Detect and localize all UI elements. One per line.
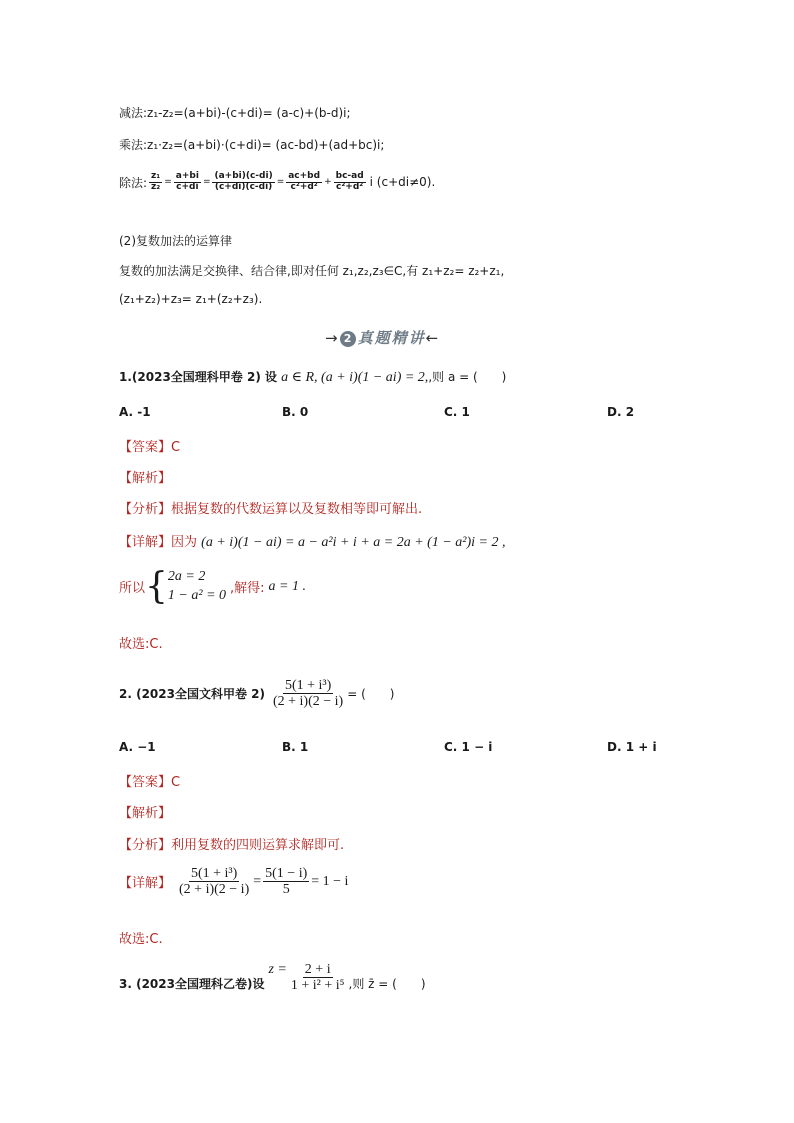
division-frac-5: $\frac{bc-ad}{\text{c²+d²}}$ [335,171,364,192]
section-heading: (2)复数加法的运算律 [119,234,232,248]
banner-arrow-left-icon: ← [425,329,439,347]
q1-choose: 故选:C. [119,637,163,652]
q2-option-b: B. 1 [282,740,309,754]
q1-answer: 【答案】C [119,440,181,455]
q2-option-d: D. 1 + i [607,740,657,754]
division-frac-2: $\frac{a+bi}{c+di}$ [175,171,199,192]
q1-option-d: D. 2 [607,405,635,419]
division-frac-3: $\frac{(a+bi)(c-di)}{(c+di)(c-di)}$ [214,171,273,192]
q1-option-c: C. 1 [444,405,470,419]
q2-analysis: 【解析】 [119,806,172,821]
q1-fenxi: 【分析】根据复数的代数运算以及复数相等即可解出. [119,502,423,517]
section-line-1: 复数的加法满足交换律、结合律,即对任何 z₁,z₂,z₃∈C,有 z₁+z₂= z₂+z₁, [119,264,505,278]
subtraction-formula: 减法:z₁-z₂=(a+bi)-(c+di)= (a-c)+(b-d)i; [119,106,351,120]
q2-stem-fraction: $\frac{\text{5(1 + i³)}}{(2 + i)(2 - i)}$ [272,678,344,710]
q3-stem-fraction: $\frac{2 + i}{\text{1 + i² + i⁵}}$ [290,962,345,994]
q2-stem: 2. (2023全国文科甲卷 2) $\frac{\text{5(1 + i³)}}{(2 + i)(2 - i)}$ = ( ) [119,678,395,710]
division-label: 除法: [119,175,148,190]
q2-choose: 故选:C. [119,932,163,947]
left-brace-icon: { [145,565,168,607]
q2-detail-fraction-1: $\frac{\text{5(1 + i³)}}{(2 + i)(2 - i)}$ [179,866,250,898]
q2-option-a: A. −1 [119,740,156,754]
q2-option-c: C. 1 − i [444,740,493,754]
division-frac-4: $\frac{ac+bd}{\text{c²+d²}}$ [288,171,321,192]
q1-stem: 1.(2023全国理科甲卷 2) 设 a ∈ R, (a + i)(1 − ai) = 2,,则 a = ( ) [119,370,507,385]
q2-answer: 【答案】C [119,775,181,790]
banner-arrow-right-icon: → [325,329,338,347]
section-banner [325,327,438,348]
division-frac-1: $\frac{\text{z₁}}{\text{z₂}}$ [151,171,161,192]
q1-option-b: B. 0 [282,405,309,419]
division-formula: 除法: $\frac{\text{z₁}}{\text{z₂}}$ = $\frac{a+bi}{c+di}$ = $\frac{(a+bi)(c-di)}{(c+di)(c-di)}$ = $\frac{ac+bd}{\text{c²+d²}}$ + $\frac{bc-ad}{\text{c²+d²}}$ i (c+di≠0). [119,171,436,192]
division-tail: i (c+di≠0). [369,175,436,190]
q2-fenxi: 【分析】利用复数的四则运算求解即可. [119,838,345,853]
q2-detail-fraction-2: $\frac{5(1 - i)}{5}$ [265,866,308,898]
banner-number-badge: 2 [340,331,356,347]
q1-option-a: A. -1 [119,405,151,419]
multiplication-formula: 乘法:z₁·z₂=(a+bi)·(c+di)= (ac-bd)+(ad+bc)i; [119,138,385,152]
q1-detail: 【详解】因为 (a + i)(1 − ai) = a − a²i + i + a = 2a + (1 − a²)i = 2 , [119,535,506,550]
q1-system: 所以 { 2a = 2 1 − a² = 0 ,解得: a = 1 . [119,565,306,607]
section-line-2: (z₁+z₂)+z₃= z₁+(z₂+z₃). [119,292,263,306]
q1-analysis: 【解析】 [119,471,172,486]
banner-title: 真题精讲 [357,329,426,347]
q3-stem: 3. (2023全国理科乙卷)设 z = $\frac{2 + i}{\text{1 + i² + i⁵}}$ ,则 z̄ = ( ) [119,962,426,994]
q2-detail: 【详解】 $\frac{\text{5(1 + i³)}}{(2 + i)(2 - i)}$ = $\frac{5(1 - i)}{5}$ = 1 − i [119,866,349,898]
